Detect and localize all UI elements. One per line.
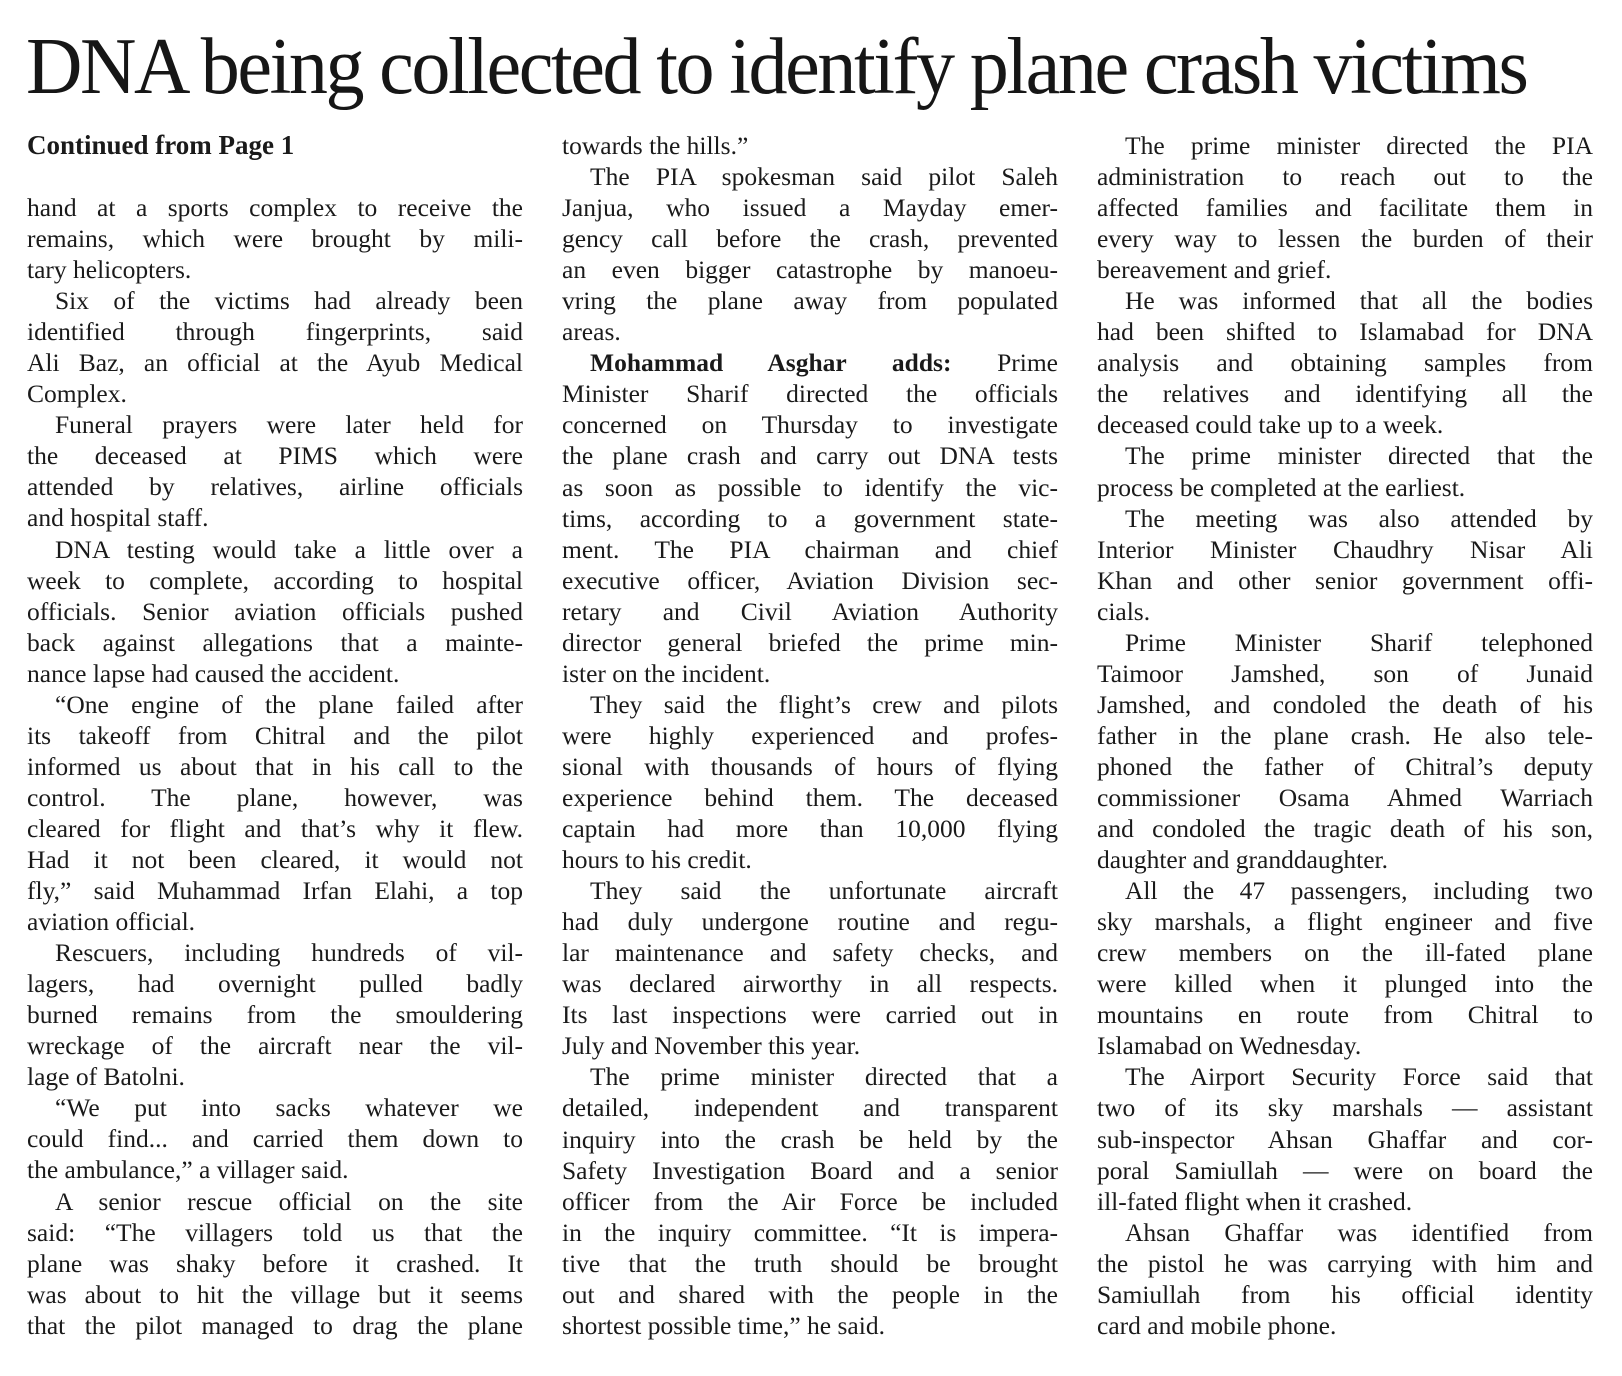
text-line: gency call before the crash, prevented — [562, 224, 1058, 254]
paragraph — [1097, 503, 1593, 627]
text-line: informed us about that in his call to the — [27, 751, 523, 781]
text-line: bereavement and grief. — [1097, 255, 1332, 285]
text-line: Samiullah from his official identity — [1097, 1279, 1593, 1309]
text-line: tims, according to a government state- — [562, 503, 1058, 533]
text-line: detailed, independent and transparent — [562, 1093, 1058, 1123]
text-line: tary helicopters. — [27, 255, 192, 285]
text-line: areas. — [562, 317, 621, 347]
continued-from-label: Continued from Page 1 — [27, 130, 295, 160]
text-line: week to complete, according to hospital — [27, 565, 523, 595]
text-line: identified through fingerprints, said — [27, 317, 523, 347]
text-line: affected families and facilitate them in — [1097, 193, 1593, 223]
text-line: retary and Civil Aviation Authority — [562, 596, 1058, 626]
text-line: Khan and other senior government offi- — [1097, 565, 1593, 595]
text-line: lagers, had overnight pulled badly — [27, 969, 523, 999]
text-line: the ambulance,” a villager said. — [27, 1155, 349, 1185]
text-line: The PIA spokesman said pilot Saleh — [590, 162, 1058, 192]
text-line: aviation official. — [27, 907, 196, 937]
text-line: administration to reach out to the — [1097, 162, 1593, 192]
text-line: an even bigger catastrophe by manoeu- — [562, 255, 1058, 285]
article-column-1 — [27, 130, 523, 1341]
text-line: He was informed that all the bodies — [1125, 286, 1593, 316]
paragraph — [562, 875, 1058, 1061]
text-line: The prime minister directed the PIA — [1125, 131, 1593, 160]
text-line: the relatives and identifying all the — [1097, 379, 1593, 409]
text-line: Funeral prayers were later held for — [55, 410, 523, 440]
text-line: “One engine of the plane failed after — [55, 689, 523, 719]
text-line: cleared for flight and that’s why it flew. — [27, 813, 523, 843]
paragraph — [27, 689, 523, 937]
text-line: They said the flight’s crew and pilots — [590, 689, 1058, 719]
text-line: Janjua, who issued a Mayday emer- — [562, 193, 1058, 223]
text-line: crew members on the ill-fated plane — [1097, 938, 1593, 968]
text-line: said: “The villagers told us that the — [27, 1217, 523, 1247]
text-line: burned remains from the smouldering — [27, 1000, 523, 1030]
text-line: hours to his credit. — [562, 845, 752, 875]
text-line: in the inquiry committee. “It is impera- — [562, 1217, 1058, 1247]
text-line: was about to hit the village but it seems — [27, 1279, 523, 1309]
text-line: Complex. — [27, 379, 127, 409]
paragraph — [27, 285, 523, 409]
text-line: July and November this year. — [562, 1031, 861, 1061]
paragraph — [27, 1092, 523, 1185]
paragraph — [1097, 1217, 1593, 1341]
text-line: was declared airworthy in all respects. — [562, 969, 1058, 999]
text-line: control. The plane, however, was — [27, 782, 523, 812]
text-line: commissioner Osama Ahmed Warriach — [1097, 782, 1593, 812]
text-line: the pistol he was carrying with him and — [1097, 1248, 1593, 1278]
text-line: Interior Minister Chaudhry Nisar Ali — [1097, 534, 1593, 564]
paragraph — [562, 347, 1058, 689]
paragraph — [1097, 440, 1593, 502]
text-line: “We put into sacks whatever we — [55, 1093, 523, 1123]
paragraph — [562, 130, 1058, 161]
text-line: were killed when it plunged into the — [1097, 969, 1593, 999]
text-line: the plane crash and carry out DNA tests — [562, 441, 1058, 471]
text-line: ment. The PIA chairman and chief — [562, 534, 1058, 564]
text-line: Ahsan Ghaffar was identified from — [1125, 1217, 1593, 1247]
paragraph — [562, 689, 1058, 875]
text-line: Its last inspections were carried out in — [562, 1000, 1058, 1030]
text-line: All the 47 passengers, including two — [1125, 876, 1593, 906]
text-line: Jamshed, and condoled the death of his — [1097, 689, 1593, 719]
text-line: deceased could take up to a week. — [1097, 410, 1444, 440]
text-line: ister on the incident. — [562, 658, 771, 688]
text-line: mountains en route from Chitral to — [1097, 1000, 1593, 1030]
text-line: cials. — [1097, 596, 1151, 626]
text-line: executive officer, Aviation Division sec- — [562, 565, 1058, 595]
text-line: The prime minister directed that the — [1125, 441, 1593, 471]
text-line: father in the plane crash. He also tele- — [1097, 720, 1593, 750]
text-line: as soon as possible to identify the vic- — [562, 472, 1058, 502]
text-line: Taimoor Jamshed, son of Junaid — [1097, 658, 1593, 688]
text-line: concerned on Thursday to investigate — [562, 410, 1058, 440]
paragraph — [562, 161, 1058, 347]
paragraph — [1097, 285, 1593, 440]
article-column-2 — [562, 130, 1058, 1341]
text-line: phoned the father of Chitral’s deputy — [1097, 751, 1593, 781]
text-line: analysis and obtaining samples from — [1097, 348, 1593, 378]
text-line: nance lapse had caused the accident. — [27, 658, 400, 688]
text-line — [562, 347, 1058, 378]
text-line: Rescuers, including hundreds of vil- — [55, 938, 523, 968]
paragraph — [1097, 130, 1593, 285]
paragraph — [27, 409, 523, 533]
text-line: that the pilot managed to drag the plane — [27, 1310, 523, 1340]
text-line: director general briefed the prime min- — [562, 627, 1058, 657]
text-line: officials. Senior aviation officials pushed — [27, 596, 523, 626]
text-line: shortest possible time,” he said. — [562, 1310, 885, 1340]
paragraph — [1097, 1061, 1593, 1216]
text-line: every way to lessen the burden of their — [1097, 224, 1593, 254]
text-line: hand at a sports complex to receive the — [27, 193, 523, 222]
text-line: A senior rescue official on the site — [55, 1186, 523, 1216]
text-line: ill-fated flight when it crashed. — [1097, 1186, 1413, 1216]
paragraph — [1097, 627, 1593, 875]
text-line: daughter and granddaughter. — [1097, 845, 1389, 875]
text-line: sky marshals, a flight engineer and five — [1097, 907, 1593, 937]
text-line: card and mobile phone. — [1097, 1310, 1337, 1340]
paragraph — [27, 534, 523, 689]
text-line: remains, which were brought by mili- — [27, 224, 523, 254]
text-line: process be completed at the earliest. — [1097, 472, 1466, 502]
text-line: and condoled the tragic death of his son, — [1097, 814, 1593, 844]
text-line: The prime minister directed that a — [590, 1062, 1058, 1092]
text-line: Had it not been cleared, it would not — [27, 844, 523, 874]
text-line: officer from the Air Force be included — [562, 1186, 1058, 1216]
text-line: had duly undergone routine and regu- — [562, 907, 1058, 937]
paragraph — [27, 937, 523, 1092]
paragraph — [562, 1061, 1058, 1340]
text-line: fly,” said Muhammad Irfan Elahi, a top — [27, 876, 523, 906]
text-line: the deceased at PIMS which were — [27, 441, 523, 471]
text-line: wreckage of the aircraft near the vil- — [27, 1031, 523, 1061]
text-line: attended by relatives, airline officials — [27, 472, 523, 502]
headline: DNA being collected to identify plane crash victims — [26, 23, 1527, 111]
text-line: sub-inspector Ahsan Ghaffar and cor- — [1097, 1124, 1593, 1154]
text-line: two of its sky marshals — assistant — [1097, 1093, 1593, 1123]
text-line: towards the hills.” — [562, 131, 749, 160]
text-line: back against allegations that a mainte- — [27, 627, 523, 657]
text-line: lage of Batolni. — [27, 1062, 185, 1092]
text-line: experience behind them. The deceased — [562, 782, 1058, 812]
byline-lead: Mohammad Asghar adds: — [590, 348, 952, 378]
text-line: Six of the victims had already been — [55, 286, 523, 316]
text-line: The Airport Security Force said that — [1125, 1062, 1593, 1092]
text-line: sional with thousands of hours of flying — [562, 751, 1058, 781]
text-line: had been shifted to Islamabad for DNA — [1097, 317, 1593, 347]
text-line: its takeoff from Chitral and the pilot — [27, 720, 523, 750]
paragraph — [27, 192, 523, 285]
article-column-3 — [1097, 130, 1593, 1341]
text-line: were highly experienced and profes- — [562, 720, 1058, 750]
text-line: Safety Investigation Board and a senior — [562, 1155, 1058, 1185]
text-line: vring the plane away from populated — [562, 286, 1058, 316]
text-line: and hospital staff. — [27, 503, 209, 533]
text-line-rest: Prime — [951, 348, 1058, 378]
paragraph — [27, 1186, 523, 1341]
text-line: The meeting was also attended by — [1125, 503, 1593, 533]
text-line: could find... and carried them down to — [27, 1124, 523, 1154]
text-line: DNA testing would take a little over a — [55, 534, 523, 564]
text-line: They said the unfortunate aircraft — [590, 876, 1058, 906]
text-line: Prime Minister Sharif telephoned — [1125, 627, 1593, 657]
text-line: Islamabad on Wednesday. — [1097, 1031, 1362, 1061]
text-line: plane was shaky before it crashed. It — [27, 1248, 523, 1278]
text-line: captain had more than 10,000 flying — [562, 814, 1058, 844]
paragraph — [1097, 875, 1593, 1061]
text-line: poral Samiullah — were on board the — [1097, 1155, 1593, 1185]
text-line: Ali Baz, an official at the Ayub Medical — [27, 348, 523, 378]
text-line: tive that the truth should be brought — [562, 1248, 1058, 1278]
text-line: lar maintenance and safety checks, and — [562, 938, 1058, 968]
text-line: out and shared with the people in the — [562, 1279, 1058, 1309]
text-line: inquiry into the crash be held by the — [562, 1124, 1058, 1154]
text-line: Minister Sharif directed the officials — [562, 379, 1058, 409]
